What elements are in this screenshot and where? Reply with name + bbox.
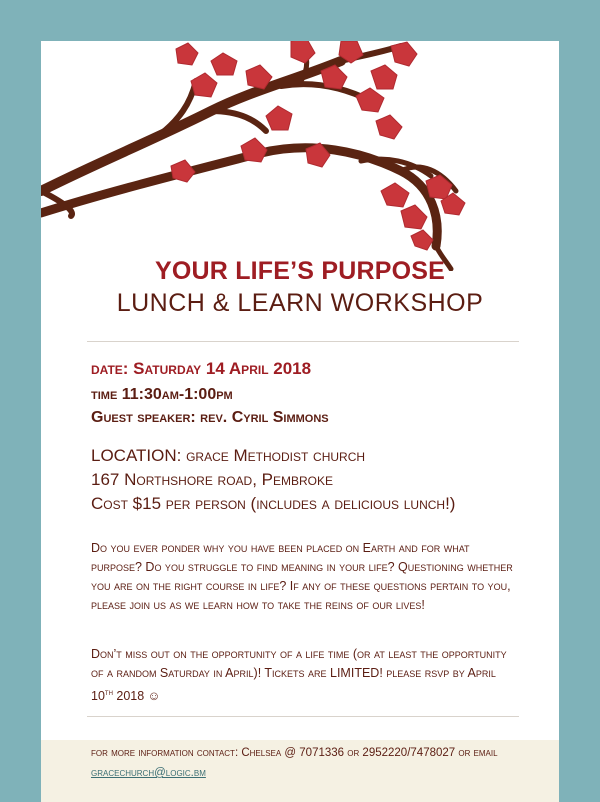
location-venue: LOCATION: grace Methodist church: [91, 446, 366, 465]
date-label: date:: [91, 359, 129, 378]
divider-bottom: [87, 716, 519, 717]
event-time: time 11:30am-1:00pm: [91, 386, 233, 403]
event-subtitle: LUNCH & LEARN WORKSHOP: [116, 289, 484, 317]
cherry-blossom-branch-illustration: [41, 41, 559, 271]
rsvp-date-suffix: th: [104, 688, 113, 697]
event-title: YOUR LIFE’S PURPOSE: [155, 257, 445, 285]
flyer-card: [41, 41, 559, 801]
rsvp-paragraph: [91, 645, 521, 706]
event-date: [91, 359, 311, 379]
contact-info: [91, 743, 521, 783]
contact-text: for more information contact: Chelsea @ 7071336 or 2952220/7478027 or email: [91, 747, 498, 759]
rsvp-year: 2018: [112, 689, 148, 704]
divider-top: [87, 341, 519, 342]
intro-paragraph: Do you ever ponder why you have been placed on Earth and for what purpose? Do you struggle to find meaning in your life? Questioning whether you are on the right course in life? If any of these questions pertain to you, please join us as we learn how to take the reins of our lives!: [91, 541, 513, 612]
email-link[interactable]: gracechurch@logic.bm: [91, 767, 206, 779]
date-value: Saturday 14 April 2018: [133, 359, 312, 378]
location-address: 167 Northshore road, Pembroke: [91, 470, 334, 489]
guest-speaker: Guest speaker: rev. Cyril Simmons: [91, 409, 329, 426]
rsvp-text: Don’t miss out on the opportunity of a life time (or at least the opportunity of a random Saturday in April)! Tickets are LIMITED! please rsvp by April 10: [91, 647, 507, 704]
event-cost: Cost $15 per person (includes a delicious lunch!): [91, 494, 456, 513]
smiley-icon: ☺: [147, 689, 161, 704]
